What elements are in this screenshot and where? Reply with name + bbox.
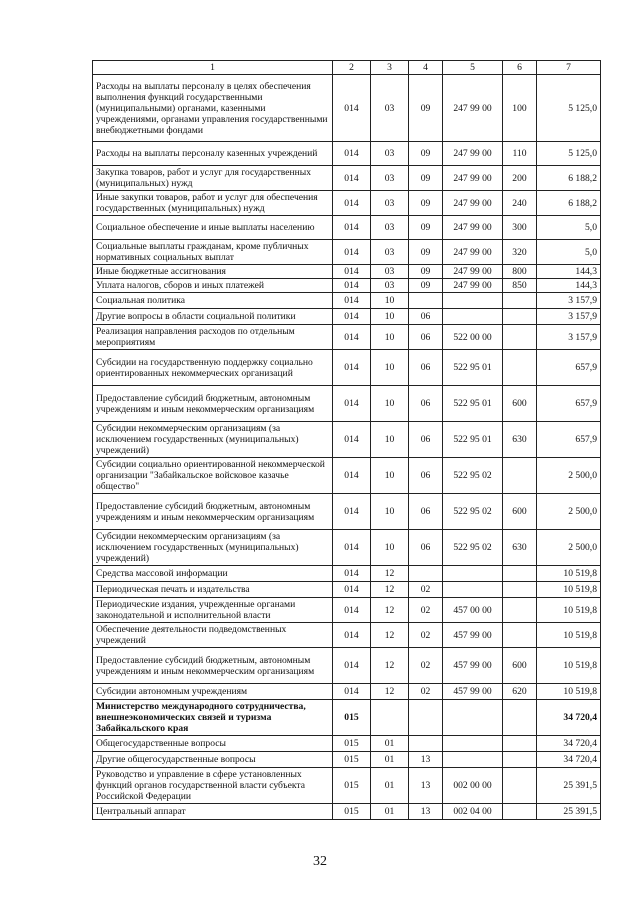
row-description: Субсидии автономным учреждениям: [93, 684, 333, 700]
column-header: 6: [503, 61, 537, 75]
row-amount: 10 519,8: [537, 648, 601, 684]
table-header-row: [93, 61, 601, 75]
row-description: Общегосударственные вопросы: [93, 736, 333, 752]
row-section-code: 03: [371, 279, 409, 293]
row-subsection-code: 06: [409, 530, 443, 566]
column-header: 4: [409, 61, 443, 75]
row-section-code: 12: [371, 582, 409, 598]
table-row: [93, 265, 601, 279]
row-subsection-code: 09: [409, 240, 443, 265]
row-description: Другие вопросы в области социальной политики: [93, 309, 333, 325]
row-subsection-code: 13: [409, 804, 443, 820]
row-subsection-code: 13: [409, 752, 443, 768]
row-admin-code: 014: [333, 648, 371, 684]
row-section-code: 03: [371, 191, 409, 216]
row-admin-code: 014: [333, 216, 371, 240]
row-description: Субсидии некоммерческим организациям (за исключением государственных (муниципальных) учреждений): [93, 530, 333, 566]
row-description: Периодические издания, учрежденные органами законодательной и исполнительной власти: [93, 598, 333, 623]
row-amount: 10 519,8: [537, 598, 601, 623]
row-amount: 2 500,0: [537, 494, 601, 530]
row-target-code: [443, 566, 503, 582]
row-section-code: [371, 700, 409, 736]
row-description: Закупка товаров, работ и услуг для государственных (муниципальных) нужд: [93, 166, 333, 191]
row-description: Другие общегосударственные вопросы: [93, 752, 333, 768]
row-target-code: 247 99 00: [443, 75, 503, 142]
row-description: Министерство международного сотрудничества, внешнеэкономических связей и туризма Забайкальского края: [93, 700, 333, 736]
row-target-code: 522 95 01: [443, 386, 503, 422]
row-admin-code: 014: [333, 293, 371, 309]
row-subsection-code: [409, 293, 443, 309]
table-row: [93, 216, 601, 240]
table-row: [93, 648, 601, 684]
row-section-code: 10: [371, 530, 409, 566]
row-subsection-code: 09: [409, 216, 443, 240]
row-section-code: 03: [371, 166, 409, 191]
row-target-code: 247 99 00: [443, 191, 503, 216]
row-expense-type-code: [503, 582, 537, 598]
row-admin-code: 014: [333, 422, 371, 458]
row-amount: 657,9: [537, 422, 601, 458]
row-expense-type-code: 100: [503, 75, 537, 142]
table-row: [93, 325, 601, 350]
column-header: 1: [93, 61, 333, 75]
row-amount: 6 188,2: [537, 191, 601, 216]
row-subsection-code: 06: [409, 494, 443, 530]
row-amount: 5,0: [537, 240, 601, 265]
row-target-code: 247 99 00: [443, 279, 503, 293]
row-section-code: 03: [371, 240, 409, 265]
row-admin-code: 014: [333, 240, 371, 265]
row-amount: 144,3: [537, 279, 601, 293]
row-amount: 5 125,0: [537, 142, 601, 166]
row-admin-code: 014: [333, 166, 371, 191]
row-section-code: 12: [371, 623, 409, 648]
row-amount: 6 188,2: [537, 166, 601, 191]
row-amount: 2 500,0: [537, 458, 601, 494]
column-header: 2: [333, 61, 371, 75]
row-admin-code: 014: [333, 75, 371, 142]
table-row: [93, 458, 601, 494]
row-expense-type-code: 200: [503, 166, 537, 191]
column-header: 3: [371, 61, 409, 75]
row-subsection-code: 09: [409, 142, 443, 166]
row-amount: 10 519,8: [537, 623, 601, 648]
row-expense-type-code: [503, 566, 537, 582]
row-target-code: 247 99 00: [443, 216, 503, 240]
row-target-code: 247 99 00: [443, 240, 503, 265]
row-subsection-code: 06: [409, 309, 443, 325]
column-header: 7: [537, 61, 601, 75]
table-row: [93, 598, 601, 623]
row-subsection-code: [409, 736, 443, 752]
row-description: Субсидии на государственную поддержку социально ориентированных некоммерческих организаций: [93, 350, 333, 386]
row-subsection-code: 06: [409, 386, 443, 422]
row-target-code: 522 95 01: [443, 422, 503, 458]
row-expense-type-code: 320: [503, 240, 537, 265]
row-target-code: [443, 293, 503, 309]
table-row: [93, 191, 601, 216]
row-target-code: 457 00 00: [443, 598, 503, 623]
table-row: [93, 768, 601, 804]
row-section-code: 10: [371, 494, 409, 530]
row-admin-code: 014: [333, 623, 371, 648]
row-amount: 5,0: [537, 216, 601, 240]
row-expense-type-code: 620: [503, 684, 537, 700]
row-expense-type-code: 600: [503, 386, 537, 422]
row-subsection-code: 06: [409, 325, 443, 350]
row-target-code: 002 00 00: [443, 768, 503, 804]
row-expense-type-code: [503, 804, 537, 820]
row-expense-type-code: [503, 293, 537, 309]
table-row: [93, 422, 601, 458]
table-body: [93, 75, 601, 820]
row-description: Средства массовой информации: [93, 566, 333, 582]
row-admin-code: 014: [333, 325, 371, 350]
row-section-code: 03: [371, 142, 409, 166]
row-target-code: 247 99 00: [443, 265, 503, 279]
row-expense-type-code: [503, 623, 537, 648]
row-description: Иные бюджетные ассигнования: [93, 265, 333, 279]
row-subsection-code: 06: [409, 350, 443, 386]
table-row: [93, 684, 601, 700]
row-section-code: 12: [371, 648, 409, 684]
table-row: [93, 386, 601, 422]
row-subsection-code: [409, 700, 443, 736]
row-admin-code: 015: [333, 804, 371, 820]
row-admin-code: 014: [333, 582, 371, 598]
row-section-code: 01: [371, 804, 409, 820]
row-expense-type-code: [503, 458, 537, 494]
row-expense-type-code: [503, 598, 537, 623]
row-expense-type-code: [503, 736, 537, 752]
row-description: Реализация направления расходов по отдельным мероприятиям: [93, 325, 333, 350]
row-admin-code: 014: [333, 350, 371, 386]
table-row: [93, 804, 601, 820]
row-section-code: 01: [371, 768, 409, 804]
row-admin-code: 015: [333, 768, 371, 804]
row-description: Предоставление субсидий бюджетным, автономным учреждениям и иным некоммерческим организациям: [93, 494, 333, 530]
row-admin-code: 014: [333, 458, 371, 494]
table-row: [93, 582, 601, 598]
row-amount: 10 519,8: [537, 582, 601, 598]
row-amount: 657,9: [537, 350, 601, 386]
row-section-code: 10: [371, 325, 409, 350]
row-expense-type-code: 600: [503, 494, 537, 530]
row-target-code: 522 95 02: [443, 530, 503, 566]
row-subsection-code: 09: [409, 75, 443, 142]
row-description: Предоставление субсидий бюджетным, автономным учреждениям и иным некоммерческим организациям: [93, 386, 333, 422]
row-amount: 34 720,4: [537, 736, 601, 752]
row-amount: 25 391,5: [537, 768, 601, 804]
row-expense-type-code: 630: [503, 530, 537, 566]
row-target-code: [443, 309, 503, 325]
row-target-code: 522 95 02: [443, 494, 503, 530]
row-expense-type-code: [503, 700, 537, 736]
row-expense-type-code: [503, 325, 537, 350]
table-row: [93, 350, 601, 386]
row-description: Центральный аппарат: [93, 804, 333, 820]
row-section-code: 12: [371, 684, 409, 700]
row-description: Уплата налогов, сборов и иных платежей: [93, 279, 333, 293]
row-admin-code: 014: [333, 279, 371, 293]
row-section-code: 03: [371, 265, 409, 279]
row-expense-type-code: [503, 350, 537, 386]
row-target-code: [443, 700, 503, 736]
row-section-code: 12: [371, 566, 409, 582]
row-section-code: 03: [371, 75, 409, 142]
row-section-code: 10: [371, 293, 409, 309]
table-row: [93, 700, 601, 736]
table-row: [93, 142, 601, 166]
row-admin-code: 014: [333, 265, 371, 279]
table-row: [93, 752, 601, 768]
row-target-code: 247 99 00: [443, 142, 503, 166]
row-section-code: 03: [371, 216, 409, 240]
table-row: [93, 494, 601, 530]
row-section-code: 10: [371, 386, 409, 422]
table-row: [93, 279, 601, 293]
row-amount: 10 519,8: [537, 684, 601, 700]
row-amount: 3 157,9: [537, 293, 601, 309]
row-subsection-code: 06: [409, 458, 443, 494]
row-subsection-code: 13: [409, 768, 443, 804]
page-number: 32: [313, 854, 327, 869]
row-expense-type-code: [503, 768, 537, 804]
table-row: [93, 293, 601, 309]
row-target-code: 522 95 01: [443, 350, 503, 386]
row-section-code: 10: [371, 422, 409, 458]
row-target-code: 457 99 00: [443, 684, 503, 700]
row-section-code: 01: [371, 752, 409, 768]
row-expense-type-code: 300: [503, 216, 537, 240]
row-description: Иные закупки товаров, работ и услуг для обеспечения государственных (муниципальных) нужд: [93, 191, 333, 216]
row-subsection-code: 09: [409, 279, 443, 293]
row-target-code: 457 99 00: [443, 648, 503, 684]
row-target-code: 457 99 00: [443, 623, 503, 648]
row-description: Предоставление субсидий бюджетным, автономным учреждениям и иным некоммерческим организациям: [93, 648, 333, 684]
row-target-code: 522 00 00: [443, 325, 503, 350]
row-description: Социальное обеспечение и иные выплаты населению: [93, 216, 333, 240]
row-subsection-code: 09: [409, 191, 443, 216]
row-target-code: [443, 582, 503, 598]
row-section-code: 12: [371, 598, 409, 623]
row-admin-code: 015: [333, 752, 371, 768]
row-amount: 2 500,0: [537, 530, 601, 566]
row-amount: 3 157,9: [537, 309, 601, 325]
row-admin-code: 015: [333, 736, 371, 752]
row-target-code: 522 95 02: [443, 458, 503, 494]
row-section-code: 10: [371, 309, 409, 325]
row-section-code: 10: [371, 350, 409, 386]
row-admin-code: 014: [333, 386, 371, 422]
row-description: Расходы на выплаты персоналу казенных учреждений: [93, 142, 333, 166]
row-admin-code: 015: [333, 700, 371, 736]
row-expense-type-code: 110: [503, 142, 537, 166]
row-subsection-code: 02: [409, 684, 443, 700]
row-expense-type-code: 630: [503, 422, 537, 458]
table-row: [93, 240, 601, 265]
row-admin-code: 014: [333, 530, 371, 566]
row-amount: 34 720,4: [537, 752, 601, 768]
row-expense-type-code: [503, 752, 537, 768]
row-subsection-code: 02: [409, 623, 443, 648]
row-subsection-code: [409, 566, 443, 582]
row-section-code: 10: [371, 458, 409, 494]
row-admin-code: 014: [333, 494, 371, 530]
row-amount: 657,9: [537, 386, 601, 422]
row-amount: 25 391,5: [537, 804, 601, 820]
row-amount: 3 157,9: [537, 325, 601, 350]
row-amount: 34 720,4: [537, 700, 601, 736]
row-amount: 10 519,8: [537, 566, 601, 582]
row-target-code: [443, 736, 503, 752]
row-description: Социальная политика: [93, 293, 333, 309]
row-subsection-code: 09: [409, 265, 443, 279]
table-row: [93, 623, 601, 648]
row-amount: 144,3: [537, 265, 601, 279]
row-target-code: [443, 752, 503, 768]
column-header: 5: [443, 61, 503, 75]
table-row: [93, 309, 601, 325]
row-subsection-code: 09: [409, 166, 443, 191]
row-expense-type-code: 850: [503, 279, 537, 293]
row-target-code: 002 04 00: [443, 804, 503, 820]
row-description: Субсидии некоммерческим организациям (за исключением государственных (муниципальных) учреждений): [93, 422, 333, 458]
row-expense-type-code: [503, 309, 537, 325]
row-description: Периодическая печать и издательства: [93, 582, 333, 598]
row-expense-type-code: 600: [503, 648, 537, 684]
row-admin-code: 014: [333, 598, 371, 623]
table-row: [93, 736, 601, 752]
row-description: Расходы на выплаты персоналу в целях обеспечения выполнения функций государственными (муниципальными) органами, казенными учреждениями, органами управления государственными внебюджетными фондами: [93, 75, 333, 142]
row-target-code: 247 99 00: [443, 166, 503, 191]
table-row: [93, 75, 601, 142]
row-subsection-code: 02: [409, 598, 443, 623]
row-subsection-code: 02: [409, 648, 443, 684]
table-row: [93, 566, 601, 582]
row-admin-code: 014: [333, 191, 371, 216]
row-admin-code: 014: [333, 142, 371, 166]
row-admin-code: 014: [333, 566, 371, 582]
row-expense-type-code: 240: [503, 191, 537, 216]
budget-table: [92, 60, 601, 820]
row-description: Руководство и управление в сфере установленных функций органов государственной власти субъекта Российской Федерации: [93, 768, 333, 804]
table-row: [93, 530, 601, 566]
row-subsection-code: 02: [409, 582, 443, 598]
row-admin-code: 014: [333, 684, 371, 700]
row-description: Субсидии социально ориентированной некоммерческой организации "Забайкальское войсковое казачье общество": [93, 458, 333, 494]
row-description: Социальные выплаты гражданам, кроме публичных нормативных социальных выплат: [93, 240, 333, 265]
row-expense-type-code: 800: [503, 265, 537, 279]
row-admin-code: 014: [333, 309, 371, 325]
table-row: [93, 166, 601, 191]
row-amount: 5 125,0: [537, 75, 601, 142]
row-description: Обеспечение деятельности подведомственных учреждений: [93, 623, 333, 648]
row-subsection-code: 06: [409, 422, 443, 458]
row-section-code: 01: [371, 736, 409, 752]
